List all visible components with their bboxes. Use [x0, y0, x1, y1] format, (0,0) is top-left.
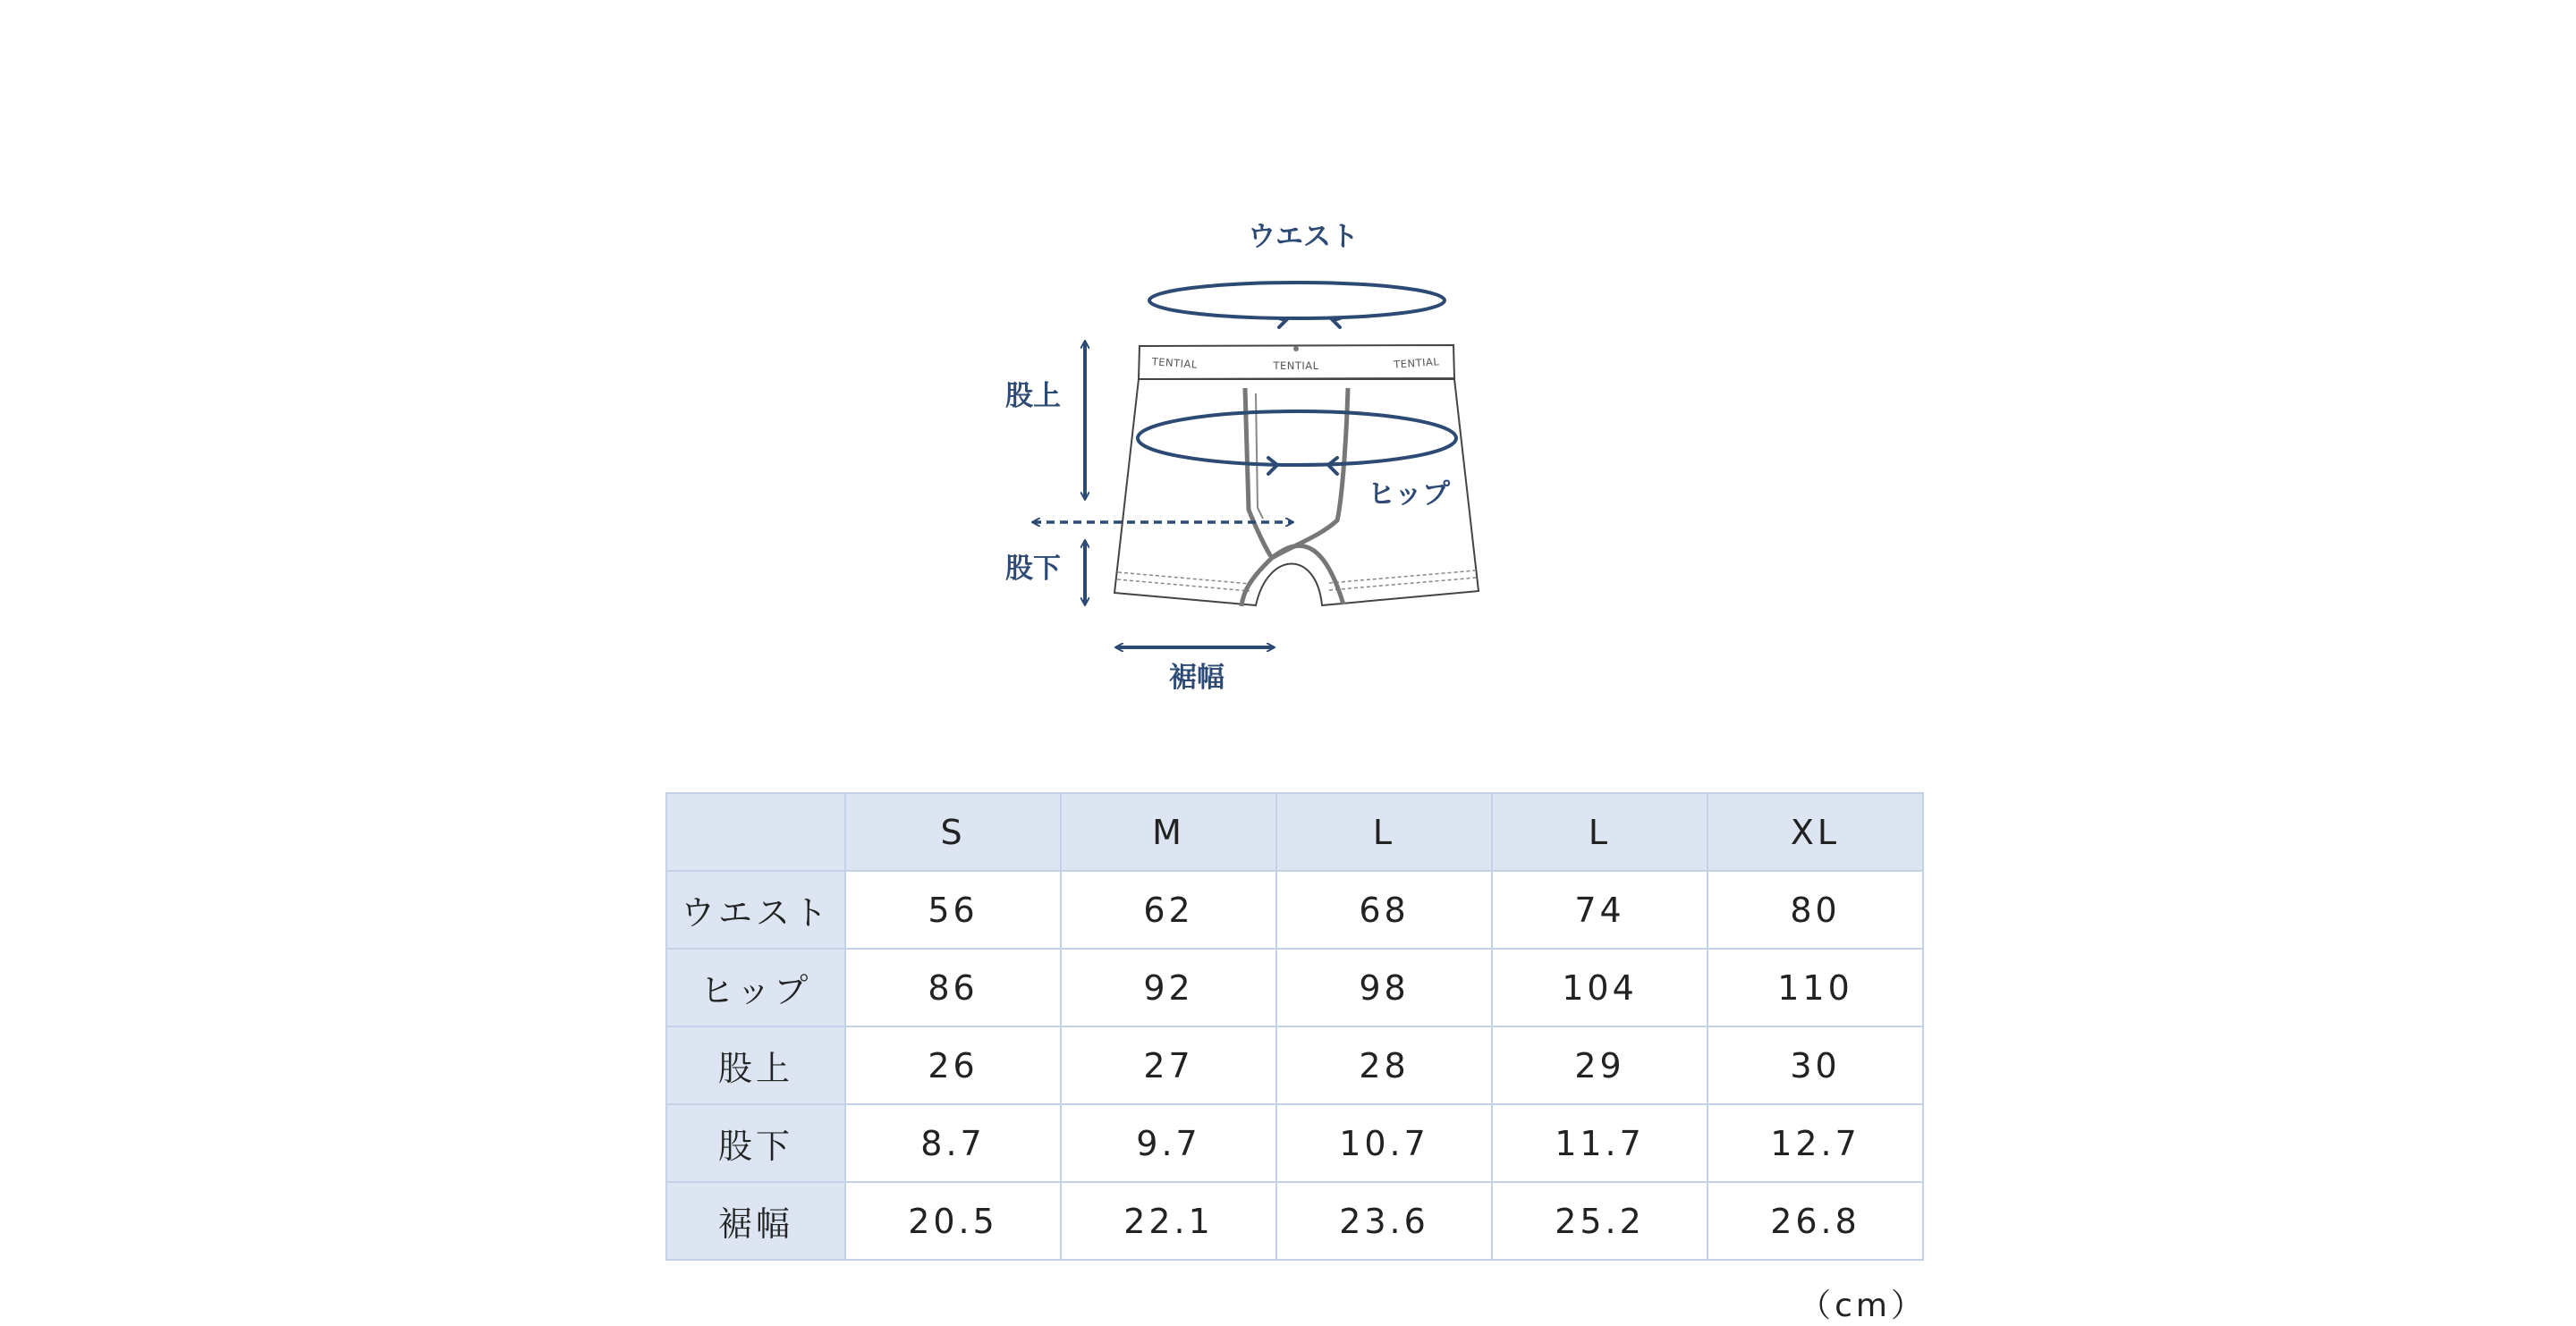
table-header-cell-corner — [666, 793, 845, 871]
inseam-label: 股下 — [1005, 553, 1061, 585]
table-cell: 86 — [845, 949, 1061, 1026]
table-row — [666, 1026, 1923, 1104]
table-cell: 10.7 — [1276, 1104, 1492, 1182]
table-header-cell: L — [1276, 793, 1492, 871]
hem-width-label: 裾幅 — [1169, 662, 1224, 694]
table-cell: 25.2 — [1492, 1182, 1707, 1260]
hip-label: ヒップ — [1367, 478, 1451, 511]
table-cell: 26 — [845, 1026, 1061, 1104]
boxer-shorts-icon — [1114, 345, 1479, 606]
row-label-cell: ヒップ — [666, 949, 845, 1026]
table-header-cell: M — [1061, 793, 1276, 871]
table-cell: 26.8 — [1707, 1182, 1923, 1260]
table-row — [666, 949, 1923, 1026]
table-row — [666, 1182, 1923, 1260]
waistband-brand-left: TENTIAL — [1151, 355, 1199, 371]
table-cell: 28 — [1276, 1026, 1492, 1104]
waistband-brand-right: TENTIAL — [1393, 355, 1440, 371]
table-header-row — [666, 793, 1923, 871]
row-label-cell: 股下 — [666, 1104, 845, 1182]
table-header-cell: L — [1492, 793, 1707, 871]
table-cell: 110 — [1707, 949, 1923, 1026]
table-cell: 74 — [1492, 871, 1707, 949]
table-cell: 98 — [1276, 949, 1492, 1026]
table-row — [666, 871, 1923, 949]
waistband-brand-center: TENTIAL — [1273, 359, 1319, 372]
table-cell: 12.7 — [1707, 1104, 1923, 1182]
table-cell: 56 — [845, 871, 1061, 949]
table-cell: 80 — [1707, 871, 1923, 949]
boxer-measurement-diagram — [984, 206, 1521, 706]
table-cell: 62 — [1061, 871, 1276, 949]
table-cell: 20.5 — [845, 1182, 1061, 1260]
table-header-cell: S — [845, 793, 1061, 871]
table-cell: 68 — [1276, 871, 1492, 949]
table-cell: 29 — [1492, 1026, 1707, 1104]
table-row — [666, 1104, 1923, 1182]
row-label-cell: 股上 — [666, 1026, 845, 1104]
row-label-cell: ウエスト — [666, 871, 845, 949]
table-cell: 92 — [1061, 949, 1276, 1026]
row-label-cell: 裾幅 — [666, 1182, 845, 1260]
waist-label: ウエスト — [1248, 221, 1359, 253]
rise-label: 股上 — [1005, 380, 1061, 412]
table-cell: 9.7 — [1061, 1104, 1276, 1182]
table-cell: 11.7 — [1492, 1104, 1707, 1182]
table-cell: 23.6 — [1276, 1182, 1492, 1260]
size-chart-table — [665, 792, 1924, 1261]
table-cell: 8.7 — [845, 1104, 1061, 1182]
unit-note: （cm） — [1799, 1288, 1927, 1324]
table-header-cell: XL — [1707, 793, 1923, 871]
table-cell: 27 — [1061, 1026, 1276, 1104]
table-cell: 30 — [1707, 1026, 1923, 1104]
table-cell: 104 — [1492, 949, 1707, 1026]
table-cell: 22.1 — [1061, 1182, 1276, 1260]
waist-ring-icon — [1149, 283, 1445, 318]
